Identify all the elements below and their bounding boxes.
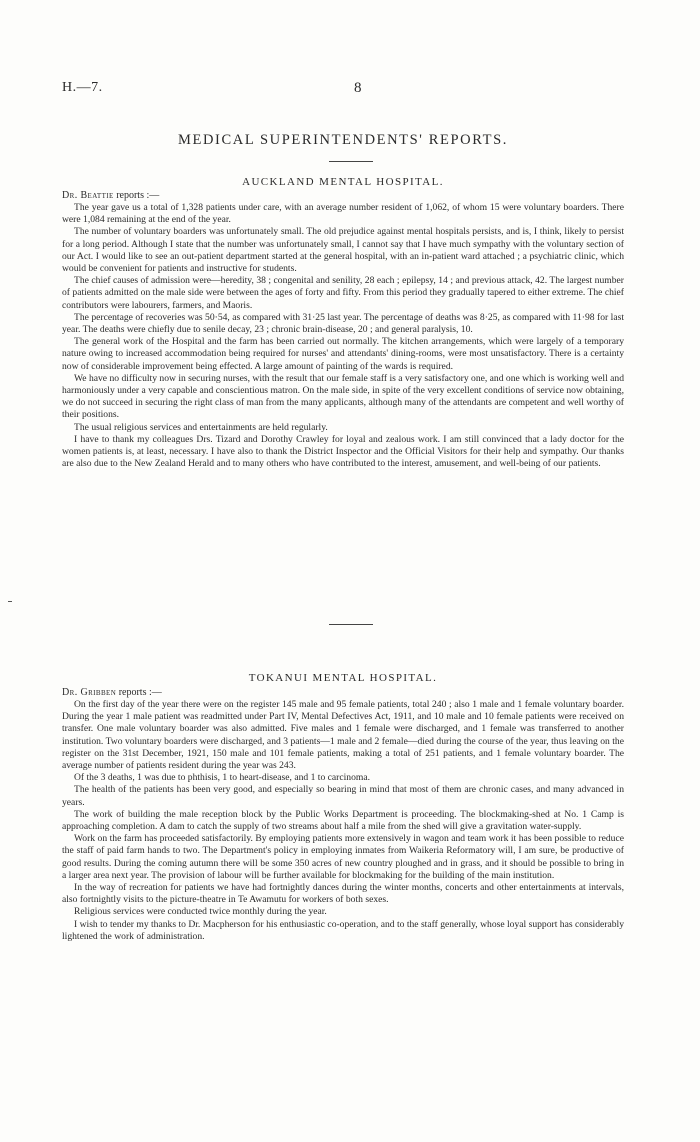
paragraph: The percentage of recoveries was 50·54, as compared with 31·25 last year. The percentage of deaths was 8·25, as compared with 11·98 for last year. The deaths were chiefly due to senile decay, 23 ; chronic brain-disease, 20 ; and general paralysis, 10.	[62, 311, 624, 336]
page-title: MEDICAL SUPERINTENDENTS' REPORTS.	[178, 132, 508, 148]
section-title-tokanui: TOKANUI MENTAL HOSPITAL.	[248, 672, 438, 684]
paragraph: On the first day of the year there were on the register 145 male and 95 female patients, total 240 ; also 1 male and 1 female voluntary boarder. During the year 1 male patient was readmitted under Part IV, Mental Defectives Act, 1911, and 10 male and 10 female patients were received on transfer. One male voluntary boarder was also admitted. Five males and 1 female were discharged, and 1 female was transferred to another institution. Two voluntary boarders were discharged, and 3 patients—1 male and 2 female—died during the course of the year, thus leaving on the register on the 31st December, 1921, 150 male and 101 female patients, making a total of 251 patients, and 1 female voluntary boarder. The average number of patients resident during the year was 243.	[62, 699, 624, 772]
paragraph: Religious services were conducted twice monthly during the year.	[74, 906, 327, 918]
reporter-line-auckland	[62, 190, 159, 201]
paragraph: The usual religious services and entertainments are held regularly.	[74, 421, 328, 433]
paragraph: The chief causes of admission were—heredity, 38 ; congenital and senility, 28 each ; epilepsy, 14 ; and previous attack, 42. The largest number of patients admitted on the male side were between the ages of forty and fifty. From this period they gradually tapered to either extreme. The chief contributors were labourers, farmers, and Maoris.	[62, 275, 624, 311]
paragraph: In the way of recreation for patients we have had fortnightly dances during the winter months, concerts and other entertainments at intervals, also fortnightly visits to the picture-theatre in Te Awamutu for workers of both sexes.	[62, 882, 624, 906]
paragraph: The health of the patients has been very good, and especially so bearing in mind that most of them are chronic cases, and many advanced in years.	[62, 784, 624, 808]
page-number: 8	[354, 80, 362, 96]
paragraph: I have to thank my colleagues Drs. Tizard and Dorothy Crawley for loyal and zealous work. I am still convinced that a lady doctor for the women patients is, at least, necessary. I have also to thank the District Inspector and the Official Visitors for their help and sympathy. Our thanks are also due to the New Zealand Herald and to many others who have contributed to the interest, amusement, and well-being of our patients.	[62, 433, 624, 470]
section-title-auckland: AUCKLAND MENTAL HOSPITAL.	[242, 176, 444, 188]
margin-mark	[8, 601, 12, 602]
report-reference: H.—7.	[62, 80, 103, 95]
paragraph: The work of building the male reception block by the Public Works Department is proceeding. The blockmaking-shed at No. 1 Camp is approaching completion. A dam to catch the supply of two streams about half a mile from the shed will give a gravitation water-supply.	[62, 808, 624, 833]
reporter-name: Dr. Beattie	[62, 190, 114, 201]
paragraph: Of the 3 deaths, 1 was due to phthisis, 1 to heart-disease, and 1 to carcinoma.	[74, 772, 370, 784]
title-rule	[329, 161, 373, 162]
document-page	[62, 0, 624, 1142]
paragraph: The number of voluntary boarders was unfortunately small. The old prejudice against mental hospitals persists, and is, I think, likely to persist for a long period. Although I state that the number was unfortunately small, I cannot say that I have much sympathy with the voluntary section of our Act. I would like to see an out-patient department started at the general hospital, with an in-patient ward attached ; a psychiatric clinic, which would be convenient for patients and instructive for students.	[62, 226, 624, 275]
reporter-line-tokanui	[62, 687, 162, 698]
paragraph: We have no difficulty now in securing nurses, with the result that our female staff is a very satisfactory one, and one which is working well and harmoniously under a very capable and conscientious matron. On the male side, in spite of the very excellent conditions of service now obtaining, we do not succeed in securing the right class of man from the many applicants, although many of the attendants are competent and well worthy of their positions.	[62, 372, 624, 421]
section-body-tokanui	[62, 699, 624, 943]
paragraph: The year gave us a total of 1,328 patients under care, with an average number resident of 1,062, of whom 15 were voluntary boarders. There were 1,084 remaining at the end of the year.	[62, 202, 624, 226]
section-body-auckland	[62, 202, 624, 470]
paragraph: The general work of the Hospital and the farm has been carried out normally. The kitchen arrangements, which were largely of a temporary nature owing to increased accommodation being required for nurses' and attendants' dining-rooms, were most unsatisfactory. There is a certainty now of considerable improvement being effected. A large amount of painting of the wards is required.	[62, 336, 624, 372]
paragraph: I wish to tender my thanks to Dr. Macpherson for his enthusiastic co-operation, and to the staff generally, whose loyal support has considerably lightened the work of administration.	[62, 918, 624, 942]
section-divider	[329, 624, 373, 625]
reporter-suffix: reports :—	[116, 687, 162, 698]
paragraph: Work on the farm has proceeded satisfactorily. By employing patients more extensively in wagon and team work it has been possible to reduce the staff of paid farm hands to two. The Department's policy in employing inmates from Waikeria Reformatory will, I am sure, be productive of good results. During the coming autumn there will be some 350 acres of new country ploughed and in grass, and it should be possible to bring in a larger area next year. The provision of labour will be further available for blockmaking for the building of the main institution.	[62, 833, 624, 881]
reporter-name: Dr. Gribben	[62, 687, 117, 698]
reporter-suffix: reports :—	[113, 190, 160, 201]
